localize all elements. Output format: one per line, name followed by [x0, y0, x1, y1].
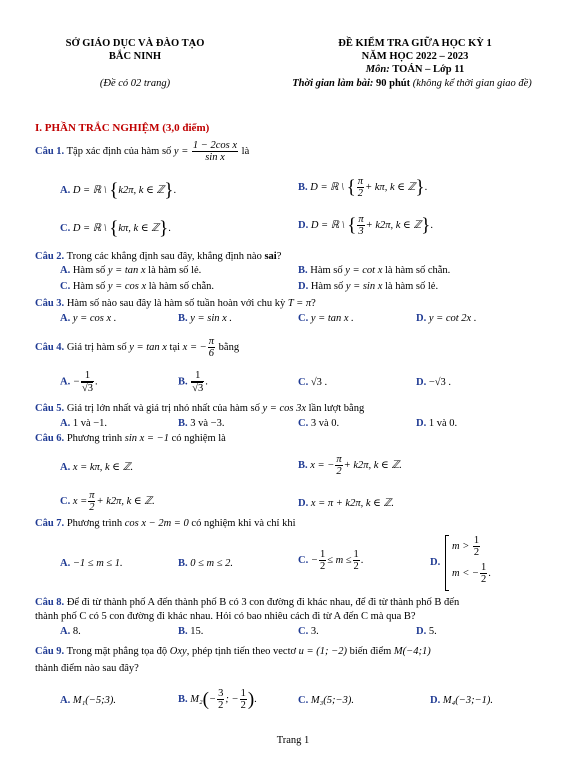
question-4: Câu 4. Giá trị hàm số y = tan x tại x = − $\frac{\pi}{6}$ bằng: [35, 336, 240, 360]
q3-option-d[interactable]: D. y = cot 2x .: [416, 313, 477, 324]
q9-option-a[interactable]: A. M₁(−5;3).: [60, 695, 116, 706]
q1-option-b[interactable]: B. D = ℝ \ { $\frac{\pi}{2}$ + kπ, k ∈ ℤ}.: [298, 176, 428, 200]
time-limit: Thời gian làm bài: 90 phút (không kể thời gian giao đề): [292, 78, 532, 89]
school-year: NĂM HỌC 2022 – 2023: [361, 51, 469, 62]
question-2: Câu 2. Trong các khẳng định sau đây, khẳng định nào sai?: [35, 251, 282, 262]
q5-option-a[interactable]: A. 1 và −1.: [60, 418, 108, 429]
q7-option-a[interactable]: A. −1 ≤ m ≤ 1.: [60, 558, 123, 569]
q4-option-c[interactable]: C. √3 .: [298, 377, 328, 388]
question-9-line2: thành điểm nào sau đây?: [35, 663, 139, 674]
question-9: Câu 9. Trong mặt phẳng tọa độ Oxy, phép tịnh tiến theo vectơ u = (1; −2) biến điểm M(−4;1): [35, 646, 431, 657]
q3-option-b[interactable]: B. y = sin x .: [178, 313, 233, 324]
q1-option-a[interactable]: A. D = ℝ \ {k2π, k ∈ ℤ}.: [60, 180, 177, 201]
q2-option-a[interactable]: A. Hàm số y = tan x là hàm số lẻ.: [60, 265, 202, 276]
school-department: SỞ GIÁO DỤC VÀ ĐÀO TẠO: [65, 38, 205, 49]
q2-option-b[interactable]: B. Hàm số y = cot x là hàm số chẵn.: [298, 265, 451, 276]
section-title: I. PHẦN TRẮC NGHIỆM (3,0 điểm): [35, 122, 210, 134]
q5-option-c[interactable]: C. 3 và 0.: [298, 418, 340, 429]
q6-option-a[interactable]: A. x = kπ, k ∈ ℤ.: [60, 462, 134, 473]
q7-option-b[interactable]: B. 0 ≤ m ≤ 2.: [178, 558, 233, 569]
page-count-note: (Đề có 02 trang): [99, 78, 171, 89]
question-5: Câu 5. Giá trị lớn nhất và giá trị nhỏ nhất của hàm số y = cos 3x lần lượt bằng: [35, 403, 365, 414]
q2-option-c[interactable]: C. Hàm số y = cos x là hàm số chẵn.: [60, 281, 215, 292]
q9-option-c[interactable]: C. M₃(5;−3).: [298, 695, 354, 706]
q2-option-d[interactable]: D. Hàm số y = sin x là hàm số lẻ.: [298, 281, 439, 292]
q5-option-b[interactable]: B. 3 và −3.: [178, 418, 225, 429]
q7-option-c[interactable]: C. − $\frac{1}{2}$ ≤ m ≤ $\frac{1}{2}$ .: [298, 549, 364, 573]
q9-option-d[interactable]: D. M₄(−3;−1).: [430, 695, 494, 706]
q4-option-a[interactable]: A. − $\frac{1}{√3}$ .: [60, 370, 98, 395]
question-3: Câu 3. Hàm số nào sau đây là hàm số tuần hoàn với chu kỳ T = π?: [35, 298, 316, 309]
q1-option-d[interactable]: D. D = ℝ \ { $\frac{\pi}{3}$ + k2π, k ∈ ℤ}.: [298, 214, 434, 238]
q9-option-b[interactable]: B. M₂(− $\frac{3}{2}$ ; − $\frac{1}{2}$ ).: [178, 688, 257, 712]
q6-option-b[interactable]: B. x = − $\frac{\pi}{2}$ + k2π, k ∈ ℤ.: [298, 454, 402, 478]
q8-option-c[interactable]: C. 3.: [298, 626, 319, 637]
q8-option-a[interactable]: A. 8.: [60, 626, 81, 637]
page-number: Trang 1: [276, 735, 310, 746]
q6-option-d[interactable]: D. x = π + k2π, k ∈ ℤ.: [298, 498, 394, 509]
question-7: Câu 7. Phương trình cos x − 2m = 0 có nghiệm khi và chỉ khi: [35, 518, 296, 529]
exam-title: ĐỀ KIỂM TRA GIỮA HỌC KỲ 1: [338, 38, 492, 49]
q4-option-b[interactable]: B. $\frac{1}{√3}$ .: [178, 370, 208, 395]
q8-option-b[interactable]: B. 15.: [178, 626, 204, 637]
question-1: Câu 1. Tập xác định của hàm số y = $\frac{\text{1 − 2cos x}}{\text{sin x}}$ là: [35, 140, 250, 164]
q6-option-c[interactable]: C. x = $\frac{\pi}{2}$ + k2π, k ∈ ℤ.: [60, 490, 155, 514]
q1-option-c[interactable]: C. D = ℝ \ {kπ, k ∈ ℤ}.: [60, 218, 171, 239]
q3-option-a[interactable]: A. y = cos x .: [60, 313, 117, 324]
question-6: Câu 6. Phương trình sin x = −1 có nghiệm là: [35, 433, 226, 444]
province: BẮC NINH: [108, 51, 162, 62]
q5-option-d[interactable]: D. 1 và 0.: [416, 418, 458, 429]
q4-option-d[interactable]: D. −√3 .: [416, 377, 452, 388]
subject: Môn: TOÁN – Lớp 11: [365, 64, 465, 75]
q3-option-c[interactable]: C. y = tan x .: [298, 313, 354, 324]
question-8: Câu 8. Để đi từ thành phố A đến thành phố B có 3 con đường đi khác nhau, để đi từ thành phố B đến: [35, 597, 460, 608]
question-8-line2: thành phố C có 5 con đường đi khác nhau. Hỏi có bao nhiêu cách đi từ A đến C mà qua B?: [35, 611, 416, 622]
q8-option-d[interactable]: D. 5.: [416, 626, 437, 637]
